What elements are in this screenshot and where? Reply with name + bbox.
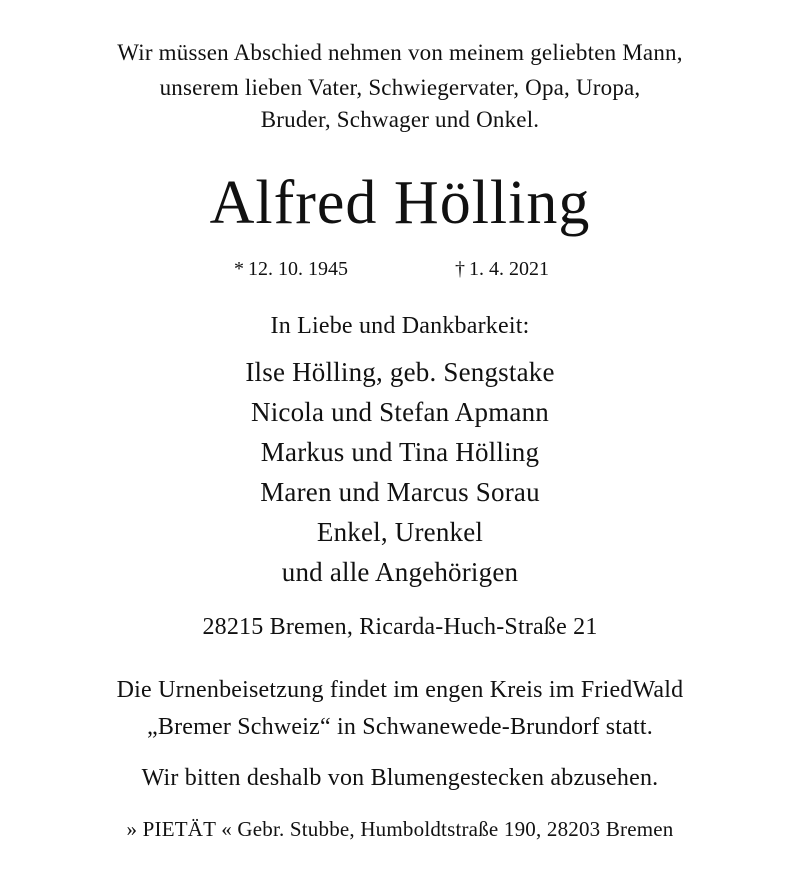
flower-request: Wir bitten deshalb von Blumengestecken abzusehen. xyxy=(141,765,659,791)
intro-line-3: Bruder, Schwager und Onkel. xyxy=(260,107,540,132)
burial-line-2: „Bremer Schweiz“ in Schwanewede-Brundorf statt. xyxy=(147,714,653,740)
mourner-name: Ilse Hölling, geb. Sengstake xyxy=(245,357,555,387)
death-date: 1. 4. 2021 xyxy=(469,258,549,280)
intro-line-1: Wir müssen Abschied nehmen von meinem geliebten Mann, xyxy=(117,40,683,65)
mourner-name: und alle Angehörigen xyxy=(281,557,519,587)
birth-date-group xyxy=(234,258,348,281)
death-symbol: † xyxy=(455,258,465,280)
birth-date: 12. 10. 1945 xyxy=(248,258,348,280)
intro-line-2: unserem lieben Vater, Schwiegervater, Opa, Uropa, xyxy=(159,75,641,100)
funeral-home-footer: » PIETÄT « Gebr. Stubbe, Humboldtstraße 190, 28203 Bremen xyxy=(126,817,674,841)
mourner-name: Nicola und Stefan Apmann xyxy=(251,397,549,427)
mourner-name: Maren und Marcus Sorau xyxy=(260,477,540,507)
deceased-name: Alfred Hölling xyxy=(209,169,591,237)
address: 28215 Bremen, Ricarda-Huch-Straße 21 xyxy=(202,614,598,640)
death-date-group xyxy=(455,258,549,281)
mourners-heading: In Liebe und Dankbarkeit: xyxy=(270,313,530,339)
mourner-name: Enkel, Urenkel xyxy=(316,517,484,547)
mourner-name: Markus und Tina Hölling xyxy=(260,437,540,467)
birth-symbol: * xyxy=(234,258,244,280)
burial-line-1: Die Urnenbeisetzung findet im engen Kreis im FriedWald xyxy=(116,677,684,703)
